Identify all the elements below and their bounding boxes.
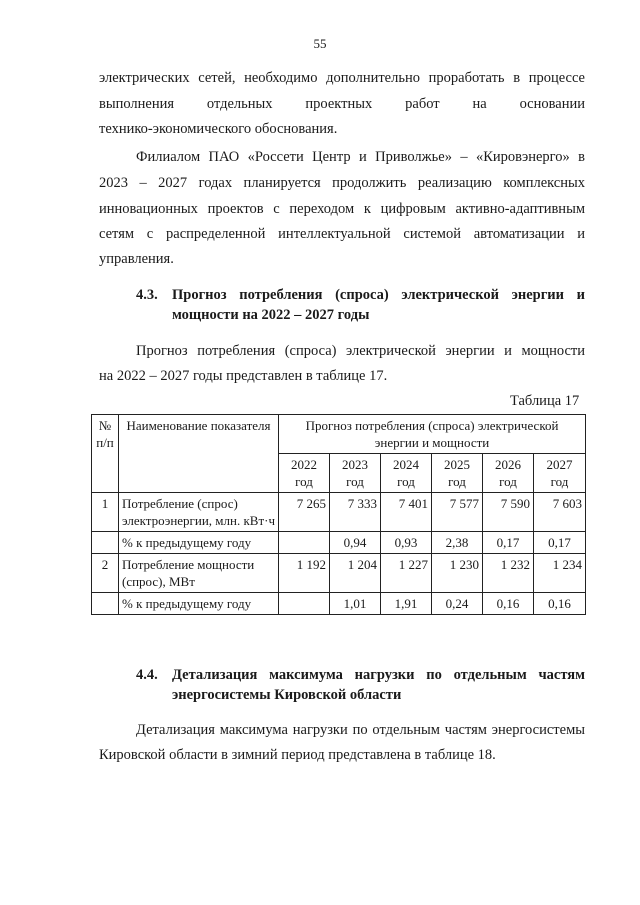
year-header: 2022 год [279, 454, 330, 493]
row-num [92, 593, 119, 615]
paragraph-line: сетям с распределенной интеллектуальной системой автоматизации и [99, 226, 585, 242]
cell-value: 1 234 [534, 554, 586, 593]
section-title: мощности на 2022 – 2027 годы [172, 307, 370, 323]
cell-value: 1 192 [279, 554, 330, 593]
paragraph-line: Кировской области в зимний период представлена в таблице 18. [99, 747, 496, 763]
cell-value: 1 230 [432, 554, 483, 593]
header-num: № п/п [92, 415, 119, 493]
paragraph-line: Детализация максимума нагрузки по отдельным частям энергосистемы [136, 722, 585, 738]
cell-value: 0,17 [483, 532, 534, 554]
cell-value: 2,38 [432, 532, 483, 554]
paragraph-line: на 2022 – 2027 годы представлен в таблице 17. [99, 368, 388, 384]
table-row [92, 532, 586, 554]
table-row [92, 593, 586, 615]
table-caption: Таблица 17 [510, 393, 580, 409]
cell-value: 0,93 [381, 532, 432, 554]
row-name: Потребление (спрос) электроэнергии, млн. кВт·ч [119, 493, 279, 532]
cell-value: 1,91 [381, 593, 432, 615]
paragraph-line: 2023 – 2027 годах планируется продолжить реализацию комплексных [99, 175, 585, 191]
row-name: % к предыдущему году [119, 593, 279, 615]
cell-value: 0,24 [432, 593, 483, 615]
header-forecast: Прогноз потребления (спроса) электрической энергии и мощности [279, 415, 586, 454]
section-title: Прогноз потребления (спроса) электрической энергии и [172, 287, 585, 303]
year-header: 2026 год [483, 454, 534, 493]
section-number: 4.3. [136, 287, 158, 303]
cell-value: 1 204 [330, 554, 381, 593]
year-header: 2027 год [534, 454, 586, 493]
forecast-table [91, 414, 586, 615]
row-num: 1 [92, 493, 119, 532]
row-num: 2 [92, 554, 119, 593]
cell-value: 7 333 [330, 493, 381, 532]
row-name: Потребление мощности (спрос), МВт [119, 554, 279, 593]
cell-value: 0,94 [330, 532, 381, 554]
cell-value: 0,17 [534, 532, 586, 554]
cell-value: 0,16 [483, 593, 534, 615]
cell-value: 0,16 [534, 593, 586, 615]
cell-value: 1,01 [330, 593, 381, 615]
section-title: энергосистемы Кировской области [172, 687, 402, 703]
year-header: 2024 год [381, 454, 432, 493]
row-num [92, 532, 119, 554]
paragraph-line: управления. [99, 251, 174, 267]
cell-value: 1 227 [381, 554, 432, 593]
header-name: Наименование показателя [119, 415, 279, 493]
cell-value: 7 590 [483, 493, 534, 532]
year-header: 2023 год [330, 454, 381, 493]
cell-value: 7 401 [381, 493, 432, 532]
table-row [92, 554, 586, 593]
table-row [92, 493, 586, 532]
cell-value: 7 577 [432, 493, 483, 532]
row-name: % к предыдущему году [119, 532, 279, 554]
cell-value: 7 265 [279, 493, 330, 532]
cell-value: 1 232 [483, 554, 534, 593]
cell-value [279, 593, 330, 615]
paragraph-line: инновационных проектов с переходом к цифровым активно-адаптивным [99, 201, 585, 217]
paragraph-line: технико-экономического обоснования. [99, 121, 338, 137]
page-number: 55 [313, 36, 327, 51]
paragraph-line: выполнения отдельных проектных работ на основании [99, 96, 585, 112]
year-header: 2025 год [432, 454, 483, 493]
paragraph-line: Филиалом ПАО «Россети Центр и Приволжье» – «Кировэнерго» в [136, 149, 585, 165]
cell-value: 7 603 [534, 493, 586, 532]
section-number: 4.4. [136, 667, 158, 683]
paragraph-line: Прогноз потребления (спроса) электрической энергии и мощности [136, 343, 585, 359]
cell-value [279, 532, 330, 554]
paragraph-line: электрических сетей, необходимо дополнительно проработать в процессе [99, 70, 585, 86]
section-title: Детализация максимума нагрузки по отдельным частям [172, 667, 585, 683]
